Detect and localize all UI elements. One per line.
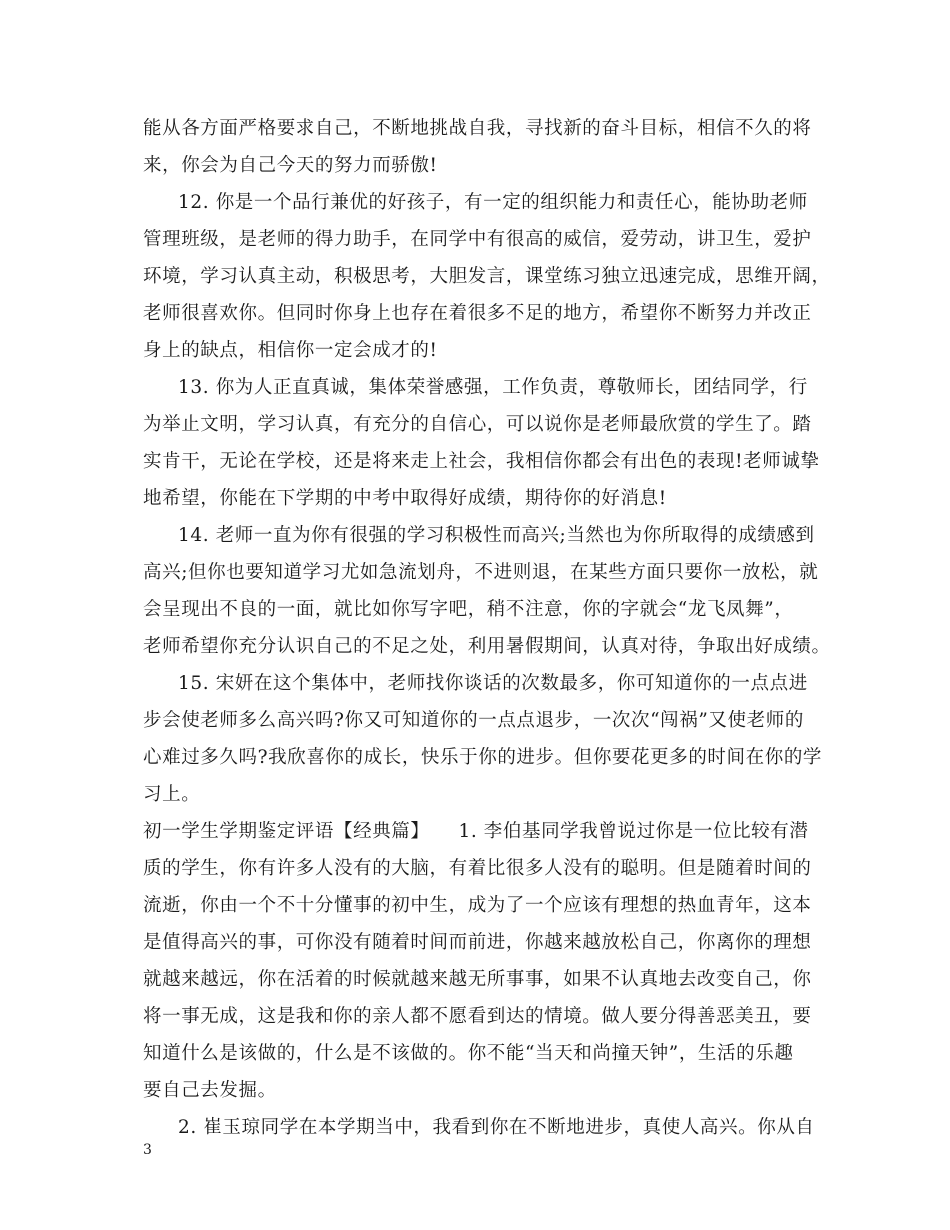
text-line: 要自己去发掘。 <box>143 1080 277 1101</box>
paragraph-13-start: 13. 你为人正直真诚，集体荣誉感强，工作负责，尊敬师长，团结同学，行 <box>178 377 808 398</box>
text-line: 实肯干，无论在学校，还是将来走上社会，我相信你都会有出色的表现!老师诚挚 <box>143 451 820 472</box>
paragraph-14-start: 14. 老师一直为你有很强的学习积极性而高兴;当然也为你所取得的成绩感到 <box>178 525 815 546</box>
text-line: 心难过多久吗?我欣喜你的成长，快乐于你的进步。但你要花更多的时间在你的学 <box>143 747 823 768</box>
text-line: 环境，学习认真主动，积极思考，大胆发言，课堂练习独立迅速完成，思维开阔， <box>143 266 831 287</box>
paragraph-2-start: 2. 崔玉琼同学在本学期当中，我看到你在不断地进步，真使人高兴。你从自 <box>178 1117 815 1138</box>
text-line: 步会使老师多么高兴吗?你又可知道你的一点点退步，一次次“闯祸”又使老师的 <box>143 710 804 731</box>
paragraph-15-start: 15. 宋妍在这个集体中，老师找你谈话的次数最多，你可知道你的一点点进 <box>178 673 808 694</box>
text-line: 会呈现出不良的一面，就比如你写字吧，稍不注意，你的字就会“龙飞凤舞”， <box>143 599 794 620</box>
text-line: 习上。 <box>143 784 201 805</box>
text-line: 高兴;但你也要知道学习尤如急流划舟，不进则退，在某些方面只要你一放松，就 <box>143 562 819 583</box>
text-line: 流逝，你由一个不十分懂事的初中生，成为了一个应该有理想的热血青年，这本 <box>143 895 812 916</box>
text-line: 老师很喜欢你。但同时你身上也存在着很多不足的地方，希望你不断努力并改正 <box>143 303 812 324</box>
section-heading-line: 初一学生学期鉴定评语【经典篇】 1. 李伯基同学我曾说过你是一位比较有潜 <box>143 821 809 842</box>
page-number: 3 <box>143 1142 152 1158</box>
paragraph-12-start: 12. 你是一个品行兼优的好孩子，有一定的组织能力和责任心，能协助老师 <box>178 192 808 213</box>
text-line: 身上的缺点，相信你一定会成才的! <box>143 340 438 361</box>
text-line: 就越来越远，你在活着的时候就越来越无所事事，如果不认真地去改变自己，你 <box>143 969 812 990</box>
text-line: 能从各方面严格要求自己，不断地挑战自我，寻找新的奋斗目标，相信不久的将 <box>143 118 812 139</box>
text-line: 知道什么是该做的，什么是不该做的。你不能“当天和尚撞天钟”，生活的乐趣 <box>143 1043 794 1064</box>
text-line: 老师希望你充分认识自己的不足之处，利用暑假期间，认真对待，争取出好成绩。 <box>143 636 831 657</box>
text-line: 为举止文明，学习认真，有充分的自信心，可以说你是老师最欣赏的学生了。踏 <box>143 414 812 435</box>
text-line: 将一事无成，这是我和你的亲人都不愿看到达的情境。做人要分得善恶美丑，要 <box>143 1006 812 1027</box>
text-line: 管理班级，是老师的得力助手，在同学中有很高的威信，爱劳动，讲卫生，爱护 <box>143 229 812 250</box>
text-line: 质的学生，你有许多人没有的大脑，有着比很多人没有的聪明。但是随着时间的 <box>143 858 812 879</box>
text-line: 是值得高兴的事，可你没有随着时间而前进，你越来越放松自己，你离你的理想 <box>143 932 812 953</box>
text-line: 来，你会为自己今天的努力而骄傲! <box>143 155 438 176</box>
text-line: 地希望，你能在下学期的中考中取得好成绩，期待你的好消息! <box>143 488 667 509</box>
